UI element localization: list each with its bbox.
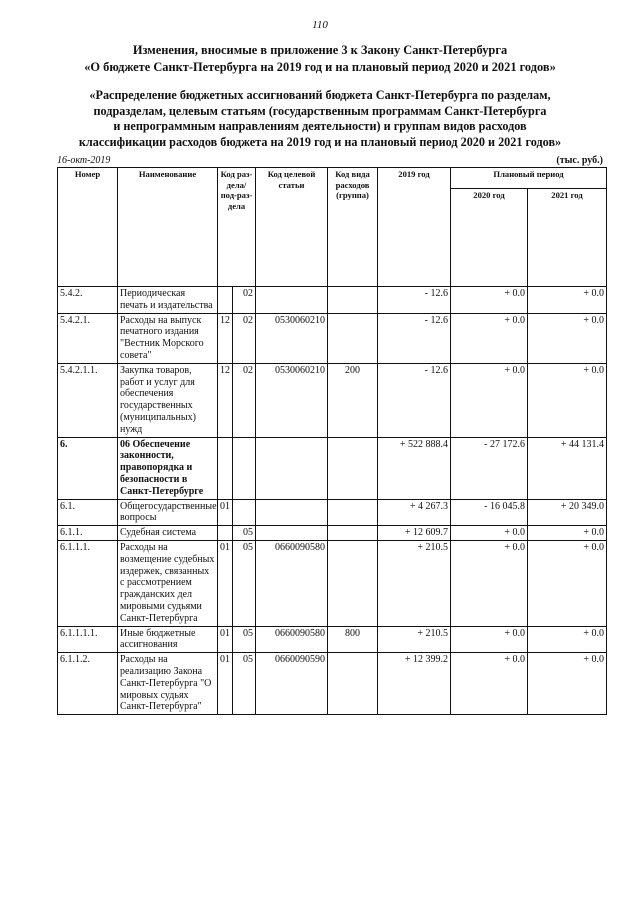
cell-expense-type [328,287,378,314]
header-number: Номер [58,168,118,287]
cell-subsection [233,499,256,526]
cell-number: 6.1.1.2. [58,653,118,715]
cell-expense-type [328,437,378,499]
cell-target-code: 0660090580 [256,540,328,626]
header-2021: 2021 год [528,189,607,287]
cell-number: 6.1.1.1.1. [58,626,118,653]
cell-2019: + 210.5 [378,540,451,626]
document-title [40,42,600,76]
cell-2020: - 27 172.6 [451,437,528,499]
cell-name: Периодическая печать и издательства [118,287,218,314]
table-body [58,287,607,715]
cell-target-code: 0530060210 [256,313,328,363]
cell-number: 6.1.1. [58,526,118,541]
cell-number: 6.1. [58,499,118,526]
cell-name: 06 Обеспечение законности, правопорядка и безопасности в Санкт-Петербурге [118,437,218,499]
cell-2020: + 0.0 [451,626,528,653]
cell-expense-type [328,313,378,363]
cell-target-code [256,287,328,314]
cell-name: Закупка товаров, работ и услуг для обеспечения государственных (муниципальных) нужд [118,363,218,437]
cell-2020: + 0.0 [451,540,528,626]
cell-2021: + 0.0 [528,653,607,715]
cell-target-code [256,526,328,541]
cell-2020: + 0.0 [451,653,528,715]
cell-name: Общегосударственные вопросы [118,499,218,526]
cell-2019: - 12.6 [378,363,451,437]
cell-2021: + 44 131.4 [528,437,607,499]
cell-expense-type [328,526,378,541]
cell-subsection: 02 [233,313,256,363]
cell-subsection: 02 [233,363,256,437]
cell-2019: + 522 888.4 [378,437,451,499]
cell-subsection [233,437,256,499]
subtitle-line-1: «Распределение бюджетных ассигнований бюджета Санкт-Петербурга по разделам, [89,88,551,102]
header-expense-type-code: Код вида расходов (группа) [328,168,378,287]
cell-2020: + 0.0 [451,287,528,314]
cell-subsection: 05 [233,653,256,715]
document-subtitle [40,88,600,150]
cell-subsection: 02 [233,287,256,314]
header-2019: 2019 год [378,168,451,287]
cell-target-code: 0530060210 [256,363,328,437]
table-row [58,526,607,541]
subtitle-line-3: и непрограммным направлениям деятельности) и группам видов расходов [113,119,527,133]
header-section-code: Код раз-дела/ под-раз-дела [218,168,256,287]
cell-name: Расходы на возмещение судебных издержек, связанных с рассмотрением гражданских дел мировыми судьями Санкт-Петербурга [118,540,218,626]
cell-subsection: 05 [233,626,256,653]
cell-2019: - 12.6 [378,287,451,314]
cell-target-code [256,437,328,499]
table-row [58,287,607,314]
subtitle-line-2: подразделам, целевым статьям (государственным программам Санкт-Петербурга [93,103,547,118]
cell-2019: + 12 609.7 [378,526,451,541]
cell-name: Судебная система [118,526,218,541]
cell-section: 01 [218,540,233,626]
cell-subsection: 05 [233,526,256,541]
cell-2020: + 0.0 [451,363,528,437]
cell-2021: + 20 349.0 [528,499,607,526]
header-planned-period: Плановый период [451,168,607,189]
cell-section [218,287,233,314]
header-target-code: Код целевой статьи [256,168,328,287]
cell-name: Иные бюджетные ассигнования [118,626,218,653]
cell-section [218,526,233,541]
cell-section: 01 [218,499,233,526]
table-row [58,626,607,653]
cell-expense-type: 200 [328,363,378,437]
table-row [58,437,607,499]
units-label: (тыс. руб.) [556,155,603,166]
cell-name: Расходы на реализацию Закона Санкт-Петербурга "О мировых судьях Санкт-Петербурга" [118,653,218,715]
cell-section: 12 [218,313,233,363]
document-date: 16-окт-2019 [57,155,111,166]
cell-2019: + 12 399.2 [378,653,451,715]
cell-number: 5.4.2.1.1. [58,363,118,437]
cell-2019: + 4 267.3 [378,499,451,526]
cell-section: 12 [218,363,233,437]
cell-expense-type [328,499,378,526]
cell-2021: + 0.0 [528,526,607,541]
cell-2019: - 12.6 [378,313,451,363]
cell-subsection: 05 [233,540,256,626]
cell-2021: + 0.0 [528,626,607,653]
cell-2021: + 0.0 [528,313,607,363]
table-row [58,363,607,437]
cell-name: Расходы на выпуск печатного издания "Вестник Морского совета" [118,313,218,363]
budget-table [57,167,607,715]
cell-expense-type [328,653,378,715]
table-row [58,653,607,715]
cell-section [218,437,233,499]
cell-2021: + 0.0 [528,287,607,314]
table-row [58,499,607,526]
cell-2020: - 16 045.8 [451,499,528,526]
header-2020: 2020 год [451,189,528,287]
cell-target-code: 0660090580 [256,626,328,653]
cell-2019: + 210.5 [378,626,451,653]
cell-number: 6. [58,437,118,499]
header-row-top [58,168,607,189]
cell-number: 6.1.1.1. [58,540,118,626]
cell-expense-type [328,540,378,626]
cell-expense-type: 800 [328,626,378,653]
subtitle-line-4: классификации расходов бюджета на 2019 год и на плановый период 2020 и 2021 годов» [78,134,562,149]
cell-2020: + 0.0 [451,526,528,541]
header-name: Наименование [118,168,218,287]
cell-2021: + 0.0 [528,363,607,437]
cell-number: 5.4.2.1. [58,313,118,363]
page-number: 110 [312,19,328,31]
cell-2020: + 0.0 [451,313,528,363]
cell-section: 01 [218,626,233,653]
table-row [58,313,607,363]
cell-target-code [256,499,328,526]
cell-2021: + 0.0 [528,540,607,626]
title-line-1: Изменения, вносимые в приложение 3 к Закону Санкт-Петербурга [132,43,508,57]
cell-section: 01 [218,653,233,715]
cell-number: 5.4.2. [58,287,118,314]
cell-target-code: 0660090590 [256,653,328,715]
title-line-2: «О бюджете Санкт-Петербурга на 2019 год и на плановый период 2020 и 2021 годов» [84,60,556,74]
table-row [58,540,607,626]
